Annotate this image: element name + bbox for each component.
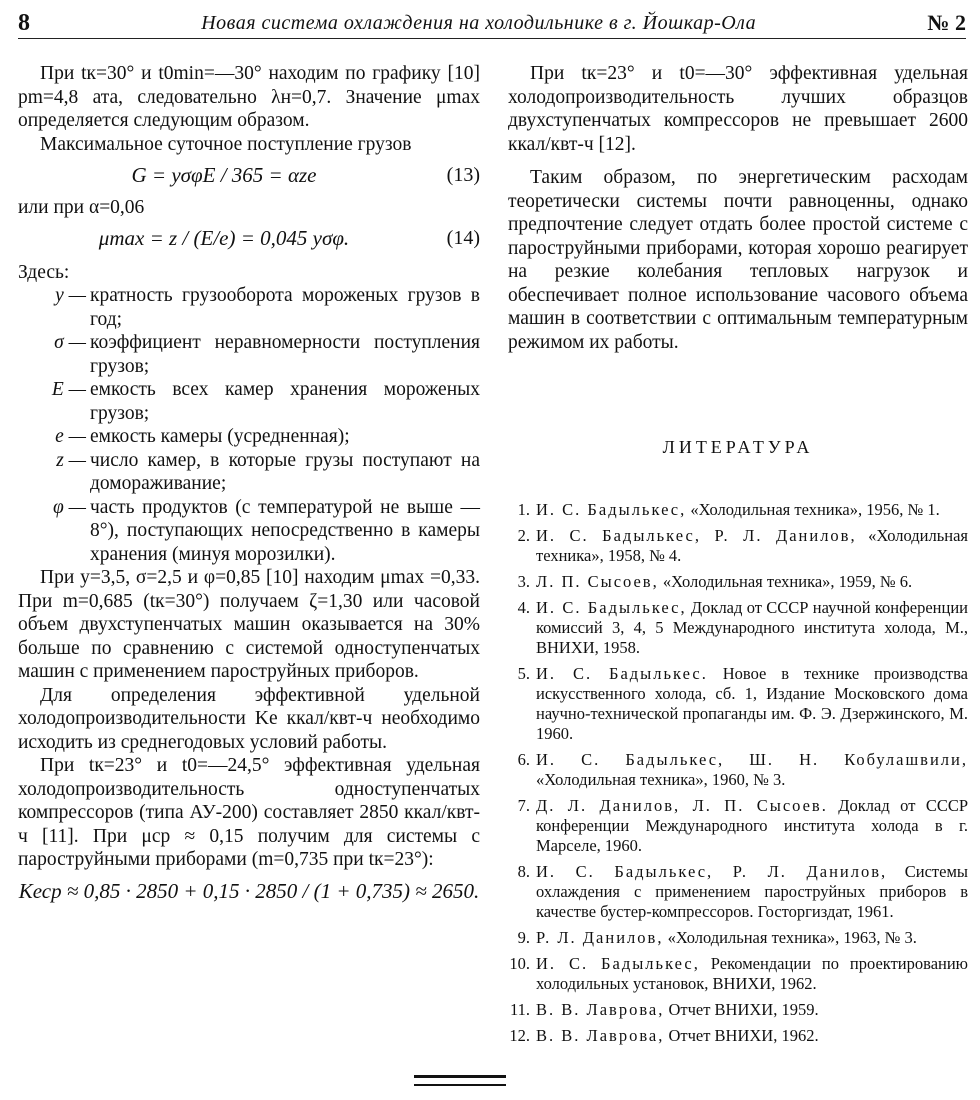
left-column	[18, 62, 480, 911]
formula-13	[18, 164, 480, 188]
reference-item	[508, 796, 968, 856]
reference-text: Отчет ВНИХИ, 1959.	[668, 999, 819, 1019]
definition-symbol: σ —	[54, 332, 86, 353]
definition-text: коэффициент неравномерности поступления грузов;	[90, 332, 480, 377]
reference-author: Д. Л. Данилов, Л. П. Сысоев.	[536, 795, 828, 815]
paragraph: При tк=30° и t0min=—30° находим по графику [10] pm=4,8 ата, следовательно λн=0,7. Значение μmax определяется следующим образом.	[18, 63, 480, 131]
formula-final	[18, 880, 480, 904]
reference-item	[508, 664, 968, 744]
reference-text: Доклад от СССР конференции Международного института холода в г. Марселе, 1960.	[536, 795, 969, 855]
definitions-list	[18, 261, 480, 567]
definitions-intro: Здесь:	[18, 261, 70, 283]
definition-symbol: e —	[55, 426, 86, 447]
formula-number: (13)	[446, 164, 480, 186]
formula-body: Kеср ≈ 0,85 · 2850 + 0,15 · 2850 / (1 + 0,735) ≈ 2650.	[18, 878, 480, 903]
reference-item	[508, 500, 968, 520]
paragraph: При tк=23° и t0=—24,5° эффективная удельная холодопроизводительность одноступенчатых компрессоров (типа АУ-200) составляет 2850 ккал/квт-ч [11]. При μср ≈ 0,15 получим для системы с пароструйными приборами (m=0,735 при tк=23°):	[18, 755, 480, 870]
issue-number: № 2	[927, 10, 966, 35]
reference-number: 10.	[509, 953, 530, 973]
reference-author: И. С. Бадылькес,	[536, 597, 687, 617]
page-header	[18, 8, 966, 39]
paragraph: или при α=0,06	[18, 196, 145, 218]
reference-text: Системы охлаждения с применением пароструйных приборов в качестве бустер-компрессоров. Госторгиздат, 1961.	[536, 861, 968, 921]
reference-item	[508, 1000, 968, 1020]
definition-symbol: z —	[56, 449, 86, 471]
reference-item	[508, 526, 968, 566]
reference-text: Отчет ВНИХИ, 1962.	[668, 1025, 819, 1045]
formula-body: G = yσφE / 365 = αze	[131, 163, 317, 187]
reference-author: И. С. Бадылькес,	[536, 953, 700, 973]
reference-author: Р. Л. Данилов,	[536, 927, 664, 947]
reference-author: И. С. Бадылькес, Ш. Н. Кобулашвили,	[536, 749, 968, 769]
reference-number: 4.	[517, 597, 530, 617]
reference-author: И. С. Бадылькес.	[536, 663, 708, 683]
definition-symbol: E —	[51, 379, 86, 400]
reference-author: И. С. Бадылькес, Р. Л. Данилов,	[536, 525, 857, 545]
reference-text: Доклад от СССР научной конференции комиссий 3, 4, 5 Международного института холода, М., ВНИХИ, 1958.	[536, 597, 968, 657]
reference-item	[508, 1026, 968, 1046]
reference-author: В. В. Лаврова,	[536, 999, 665, 1019]
reference-text: «Холодильная техника», 1956, № 1.	[690, 499, 940, 519]
reference-author: В. В. Лаврова,	[536, 1025, 665, 1045]
formula-number: (14)	[446, 227, 480, 249]
reference-number: 1.	[517, 499, 530, 519]
reference-author: Л. П. Сысоев,	[536, 571, 659, 591]
right-column	[508, 62, 968, 1052]
reference-number: 2.	[517, 525, 530, 545]
page-number: 8	[18, 9, 30, 36]
formula-body: μmax = z / (E/e) = 0,045 yσφ.	[98, 226, 350, 250]
reference-author: И. С. Бадылькес,	[536, 499, 687, 519]
reference-number: 5.	[517, 663, 530, 683]
reference-number: 7.	[517, 795, 530, 815]
definition-text: емкость камеры (усредненная);	[90, 426, 350, 447]
definition-text: число камер, в которые грузы поступают на домораживание;	[90, 449, 480, 494]
reference-number: 11.	[509, 999, 530, 1019]
reference-text: Новое в технике производства искусственного холода, сб. 1, Издание Московского дома научно-технической пропаганды им. Ф. Э. Дзержинского, М. 1960.	[536, 663, 969, 743]
reference-number: 12.	[509, 1025, 530, 1045]
definition-text: кратность грузооборота мороженых грузов в год;	[90, 285, 480, 330]
reference-text: «Холодильная техника», 1960, № 3.	[536, 769, 786, 789]
reference-text: Рекомендации по проектированию холодильных установок, ВНИХИ, 1962.	[536, 953, 969, 993]
reference-item	[508, 954, 968, 994]
paragraph: При tк=23° и t0=—30° эффективная удельная холодопроизводительность лучших образцов двухступенчатых компрессоров не превышает 2600 ккал/квт-ч [12].	[508, 63, 968, 155]
definition-symbol: φ —	[52, 496, 86, 518]
reference-number: 3.	[517, 571, 530, 591]
definition-text: часть продуктов (с температурой не выше —8°), поступающих непосредственно в камеры хранения (минуя морозилки).	[90, 496, 480, 565]
running-title: Новая система охлаждения на холодильнике в г. Йошкар-Ола	[201, 11, 757, 34]
reference-text: «Холодильная техника», 1963, № 3.	[667, 927, 917, 947]
reference-number: 8.	[517, 861, 530, 881]
references-heading: ЛИТЕРАТУРА	[662, 437, 814, 457]
reference-item	[508, 572, 968, 592]
definition-text: емкость всех камер хранения мороженых грузов;	[90, 379, 480, 424]
reference-text: «Холодильная техника», 1958, № 4.	[536, 525, 968, 565]
paragraph: Таким образом, по энергетическим расходам теоретически системы почти равноценны, однако предпочтение следует отдать более простой системе с пароструйными приборами, которая хорошо реагирует на резкие колебания тепловых нагрузок и обеспечивает полное использование часового объема машин в соответствии с оптимальным температурным режимом их работы.	[508, 167, 968, 353]
definition-symbol: y —	[55, 285, 86, 306]
references-list	[508, 500, 968, 1046]
reference-author: И. С. Бадылькес, Р. Л. Данилов,	[536, 861, 888, 881]
reference-number: 9.	[517, 927, 530, 947]
reference-item	[508, 862, 968, 922]
paragraph: Для определения эффективной удельной холодопроизводительности Kе ккал/квт-ч необходимо исходить из среднегодовых условий работы.	[18, 684, 480, 753]
reference-item	[508, 928, 968, 948]
paragraph: Максимальное суточное поступление грузов	[40, 133, 412, 155]
formula-14	[18, 227, 480, 251]
reference-item	[508, 598, 968, 658]
paragraph: При y=3,5, σ=2,5 и φ=0,85 [10] находим μmax =0,33. При m=0,685 (tк=30°) получаем ζ=1,30 или часовой объем двухступенчатых машин оказывается на 30% больше по сравнению с системой одноступенчатых машин с применением пароструйных приборов.	[18, 567, 480, 682]
reference-item	[508, 750, 968, 790]
end-of-article-rule	[414, 1075, 506, 1086]
reference-text: «Холодильная техника», 1959, № 6.	[662, 571, 913, 591]
reference-number: 6.	[517, 749, 530, 769]
